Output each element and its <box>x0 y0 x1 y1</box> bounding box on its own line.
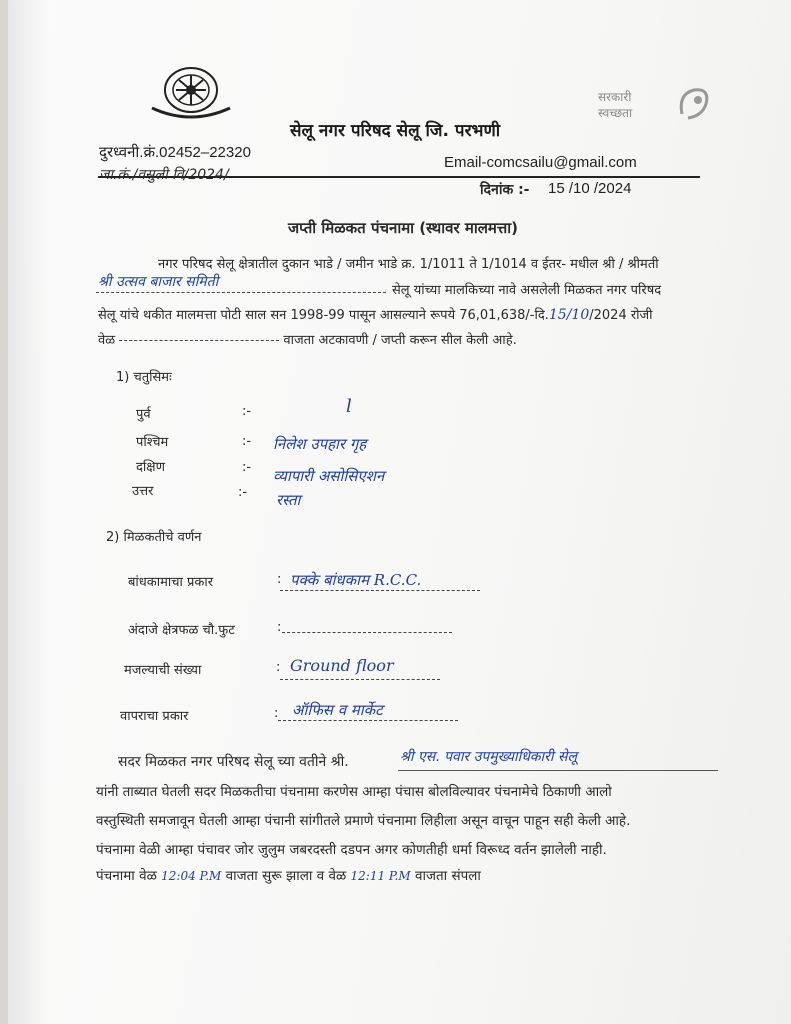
boundary-south-label: दक्षिण <box>136 460 165 475</box>
officer-name-handwritten: श्री एस. पवार उपमुख्याधिकारी सेलू <box>400 749 577 765</box>
section-1-heading: 1) चतुसिमः <box>116 370 172 385</box>
email-address: Email-comcsailu@gmail.com <box>444 154 637 171</box>
intro-line-3: सेलू यांचे थकीत मालमत्ता पोटी साल सन 1998-99 पासून आसल्याने रूपये 76,01,638/-दि.15/10/2024 रोजी <box>98 307 653 323</box>
seizure-date-handwritten: 15/10 <box>548 307 590 323</box>
closing-line-3: वस्तुस्थिती समजावून घेतली आम्हा पंचानी सांगीतले प्रमाणे पंचनामा लिहीला असून वाचून पाहून सही केली आहे. <box>96 813 631 829</box>
owner-name-handwritten: श्री उत्सव बाजार समिती <box>98 274 219 290</box>
start-time-handwritten: 12:04 P.M <box>161 869 222 883</box>
usage-type-value: ऑफिस व मार्केट <box>292 701 383 719</box>
date-value: 15 /10 /2024 <box>548 180 632 197</box>
boundary-north-label: उत्तर <box>132 484 154 499</box>
section-2-heading: 2) मिळकतीचे वर्णन <box>106 530 202 545</box>
swachhata-logo-icon: सरकारी स्वच्छता <box>598 84 723 124</box>
boundary-west-label: पश्चिम <box>136 435 169 450</box>
phone-number: दुरध्वनी.क्रं.02452–22320 <box>99 144 251 161</box>
floor-count-label: मजल्याची संख्या <box>124 663 202 678</box>
closing-line-5: पंचनामा वेळ 12:04 P.M वाजता सुरू झाला व वेळ 12:11 P.M वाजता संपला <box>96 868 481 884</box>
area-sqft-label: अंदाजे क्षेत्रफळ चौ.फुट <box>128 623 235 638</box>
boundary-north-value: रस्ता <box>276 491 301 509</box>
intro-line-4: वेळ वाजता अटकावणी / जप्ती करून सील केली आहे. <box>98 333 517 348</box>
office-title: सेलू नगर परिषद सेलू जि. परभणी <box>290 121 501 141</box>
closing-line-1: सदर मिळकत नगर परिषद सेलू च्या वतीने श्री. <box>118 754 349 770</box>
closing-line-2: यांनी ताब्यात घेतली सदर मिळकतीचा पंचनामा करणेस आम्हा पंचास बोलविल्यावर पंचनामेचे ठिकाणी आलो <box>96 784 612 800</box>
municipal-emblem-icon <box>148 64 234 120</box>
boundary-east-label: पुर्व <box>136 407 151 422</box>
construction-type-label: बांधकामाचा प्रकार <box>128 575 214 590</box>
boundary-south-value: व्यापारी असोसिएशन <box>273 467 385 485</box>
date-label: दिनांक :- <box>480 182 530 198</box>
intro-line-1: नगर परिषद सेलू क्षेत्रातील दुकान भाडे / जमीन भाडे क्र. 1/1011 ते 1/1014 व ईतर- मधील श्री / श्रीमती <box>158 257 659 272</box>
end-time-handwritten: 12:11 P.M <box>350 869 411 883</box>
reference-number: जा.क्रं./वसुली वि/2024/ <box>99 167 229 183</box>
area-sqft-blank <box>282 632 452 633</box>
closing-line-4: पंचनामा वेळी आम्हा पंचावर जोर जुलुम जबरदस्ती दडपन अगर कोणतीही धर्मा विरूध्द वर्तन झालेली नाही. <box>96 842 607 858</box>
usage-type-label: वापराचा प्रकार <box>120 709 189 724</box>
floor-count-value: Ground floor <box>290 656 394 675</box>
boundary-west-value: निलेश उपहार गृह <box>273 435 367 453</box>
document-page: सेलू नगर परिषद सेलू जि. परभणी सरकारी स्वच्छता दुरध्वनी.क्रं.02452–22320 Email-comcsailu@gmail.com जा.क्रं./वसुली वि/2024/ दिनांक :- 15 /10 /2024 जप्ती मिळकत पंचनामा (स्थावर मालमत्ता) नगर परिषद सेलू क्षेत्रातील दुकान भाडे / जमीन भाडे क्र. 1/1011 ते 1/1014 व ईतर- मधील श्री / श्रीमती श्री उत्सव बाजार समिती सेलू यांच्या मालकिच्या नावे असलेली मिळकत नगर परिषद सेलू यांचे थकीत मालमत्ता पोटी साल सन 1998-99 पासून आसल्याने रूपये 76,01,638/-दि.15/10/2024 रोजी वेळ वाजता अटकावणी / जप्ती करून सील केली आहे. 1) चतुसिमः पुर्व :- l पश्चिम :- निलेश उपहार गृह दक्षिण :- व्यापारी असोसिएशन उत्तर :- रस्ता 2) मिळकतीचे वर्णन बांधकामाचा प्रकार : पक्के बांधकाम R.C.C. अंदाजे क्षेत्रफळ चौ.फुट : मजल्याची संख्या : Ground floor वापराचा प्रकार : ऑफिस व मार्केट सदर मिळकत नगर परिषद सेलू च्या वतीने श्री. श्री एस. पवार उपमुख्याधिकारी सेलू यांनी ताब्यात घेतली सदर मिळकतीचा पंचनामा करणेस आम्हा पंचास बोलविल्यावर पंचनामेचे ठिकाणी आलो वस्तुस्थिती समजावून घेतली आम्हा पंचानी सांगीतले प्रमाणे पंचनामा लिहीला असून वाचून पाहून सही केली आहे. पंचनामा वेळी आम्हा पंचावर जोर जुलुम जबरदस्ती दडपन अगर कोणतीही धर्मा विरूध्द वर्तन झालेली नाही. पंचनामा वेळ 12:04 P.M वाजता सुरू झाला व वेळ 12:11 P.M वाजता संपला <box>8 0 791 1024</box>
construction-type-value: पक्के बांधकाम R.C.C. <box>290 571 422 589</box>
intro-line-2: सेलू यांच्या मालकिच्या नावे असलेली मिळकत नगर परिषद <box>392 283 662 298</box>
document-title: जप्ती मिळकत पंचनामा (स्थावर मालमत्ता) <box>288 219 518 237</box>
owner-name-line <box>96 292 386 293</box>
boundary-east-value: l <box>346 396 352 417</box>
